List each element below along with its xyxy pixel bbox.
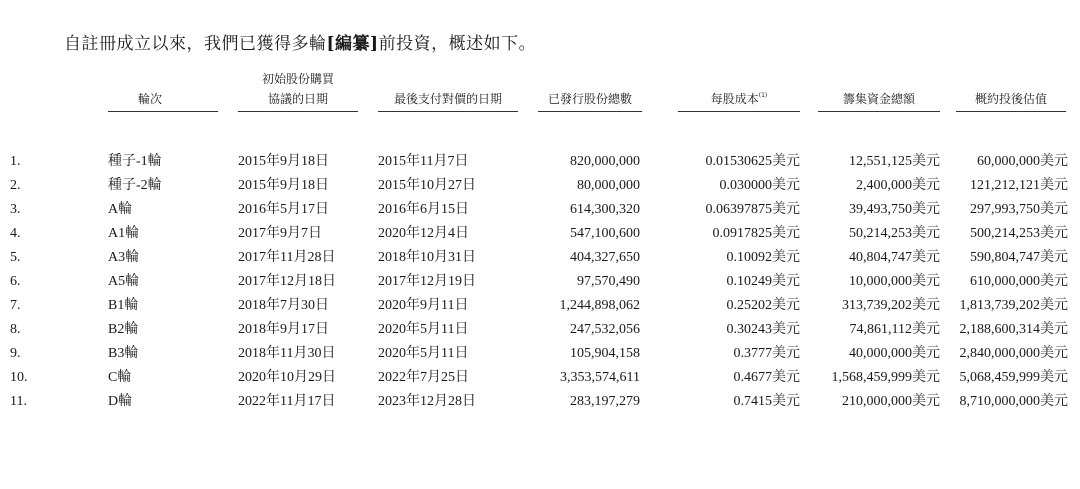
- investment-rounds-table: [0, 58, 1080, 414]
- cell-agreement-date: 2017年9月7日: [238, 226, 322, 241]
- header-shares: [518, 58, 650, 116]
- cell-shares-issued: 614,300,320: [570, 202, 640, 217]
- cell-post-money-valuation: 2,840,000,000美元: [959, 346, 1068, 361]
- cell-payment-date: 2020年5月11日: [378, 346, 469, 361]
- cell-agreement-date: 2022年11月17日: [238, 394, 336, 409]
- table-row: [0, 294, 1080, 318]
- cell-payment-date: 2020年9月11日: [378, 298, 469, 313]
- cell-shares-issued: 820,000,000: [570, 154, 640, 169]
- cell-row-number: 8.: [10, 322, 21, 337]
- cell-cost-per-share: 0.3777美元: [733, 346, 800, 361]
- cell-shares-issued: 547,100,600: [570, 226, 640, 241]
- cell-cost-per-share: 0.10092美元: [726, 250, 800, 265]
- cell-round-name: A3輪: [108, 250, 140, 265]
- cell-total-raised: 10,000,000美元: [849, 274, 940, 289]
- cell-post-money-valuation: 5,068,459,999美元: [959, 370, 1068, 385]
- cell-total-raised: 210,000,000美元: [842, 394, 940, 409]
- header-cost-text: 每股成本: [710, 92, 759, 106]
- cell-round-name: 種子-1輪: [108, 154, 162, 169]
- cell-round-name: B1輪: [108, 298, 139, 313]
- table-row: [0, 150, 1080, 174]
- header-payment-date-label: 最後支付對價的日期: [378, 89, 518, 112]
- cell-shares-issued: 247,532,056: [570, 322, 640, 337]
- cell-cost-per-share: 0.10249美元: [726, 274, 800, 289]
- cell-shares-issued: 105,904,158: [570, 346, 640, 361]
- cell-post-money-valuation: 1,813,739,202美元: [959, 298, 1068, 313]
- cell-cost-per-share: 0.4677美元: [733, 370, 800, 385]
- cell-post-money-valuation: 610,000,000美元: [970, 274, 1068, 289]
- cell-agreement-date: 2017年11月28日: [238, 250, 336, 265]
- intro-text-after: 前投資，概述如下。: [378, 34, 537, 54]
- cell-payment-date: 2018年10月31日: [378, 250, 476, 265]
- cell-total-raised: 1,568,459,999美元: [831, 370, 940, 385]
- header-cost-per-share-label: [678, 86, 800, 112]
- cell-agreement-date: 2015年9月18日: [238, 178, 329, 193]
- header-valuation: [940, 58, 1080, 116]
- cell-post-money-valuation: 60,000,000美元: [977, 154, 1068, 169]
- header-round: [108, 58, 238, 116]
- cell-row-number: 10.: [10, 370, 28, 385]
- cell-row-number: 2.: [10, 178, 21, 193]
- cell-row-number: 1.: [10, 154, 21, 169]
- cell-round-name: A1輪: [108, 226, 140, 241]
- footnote-marker: (1): [758, 92, 768, 99]
- cell-payment-date: 2015年11月7日: [378, 154, 469, 169]
- header-cost-per-share: [650, 58, 800, 116]
- table-row: [0, 318, 1080, 342]
- cell-post-money-valuation: 121,212,121美元: [970, 178, 1068, 193]
- cell-cost-per-share: 0.01530625美元: [705, 154, 800, 169]
- table-row: [0, 174, 1080, 198]
- cell-cost-per-share: 0.7415美元: [733, 394, 800, 409]
- header-agreement-date: [238, 58, 378, 116]
- cell-row-number: 6.: [10, 274, 21, 289]
- header-agreement-date-line1: 初始股份購買: [261, 72, 334, 86]
- table-row: [0, 198, 1080, 222]
- cell-total-raised: 74,861,112美元: [849, 322, 940, 337]
- cell-total-raised: 39,493,750美元: [849, 202, 940, 217]
- header-agreement-date-label: [238, 69, 358, 112]
- cell-post-money-valuation: 590,804,747美元: [970, 250, 1068, 265]
- table-row: [0, 246, 1080, 270]
- cell-total-raised: 313,739,202美元: [842, 298, 940, 313]
- cell-row-number: 9.: [10, 346, 21, 361]
- cell-shares-issued: 3,353,574,611: [560, 370, 640, 385]
- cell-cost-per-share: 0.06397875美元: [705, 202, 800, 217]
- cell-cost-per-share: 0.30243美元: [726, 322, 800, 337]
- cell-cost-per-share: 0.25202美元: [726, 298, 800, 313]
- cell-round-name: A輪: [108, 202, 133, 217]
- intro-paragraph: [64, 29, 536, 54]
- cell-agreement-date: 2018年9月17日: [238, 322, 329, 337]
- cell-shares-issued: 404,327,650: [570, 250, 640, 265]
- cell-post-money-valuation: 2,188,600,314美元: [959, 322, 1068, 337]
- cell-shares-issued: 97,570,490: [577, 274, 640, 289]
- header-round-label: 輪次: [108, 89, 218, 112]
- cell-agreement-date: 2017年12月18日: [238, 274, 336, 289]
- table-row: [0, 366, 1080, 390]
- cell-shares-issued: 1,244,898,062: [559, 298, 640, 313]
- cell-shares-issued: 283,197,279: [570, 394, 640, 409]
- cell-payment-date: 2022年7月25日: [378, 370, 469, 385]
- cell-total-raised: 2,400,000美元: [856, 178, 940, 193]
- cell-round-name: D輪: [108, 394, 133, 409]
- cell-agreement-date: 2018年11月30日: [238, 346, 336, 361]
- cell-round-name: A5輪: [108, 274, 140, 289]
- intro-redacted-marker: [編纂]: [326, 34, 379, 54]
- cell-total-raised: 40,804,747美元: [849, 250, 940, 265]
- header-total-raised-label: 籌集資金總額: [818, 89, 940, 112]
- cell-total-raised: 50,214,253美元: [849, 226, 940, 241]
- cell-payment-date: 2020年5月11日: [378, 322, 469, 337]
- cell-row-number: 3.: [10, 202, 21, 217]
- table-row: [0, 222, 1080, 246]
- header-shares-label: 已發行股份總數: [538, 89, 642, 112]
- cell-shares-issued: 80,000,000: [577, 178, 640, 193]
- header-payment-date: [378, 58, 518, 116]
- cell-payment-date: 2017年12月19日: [378, 274, 476, 289]
- cell-payment-date: 2015年10月27日: [378, 178, 476, 193]
- table-header-row: [0, 58, 1080, 116]
- table-row: [0, 390, 1080, 414]
- cell-row-number: 5.: [10, 250, 21, 265]
- cell-round-name: B2輪: [108, 322, 139, 337]
- intro-text-before: 自註冊成立以來，我們已獲得多輪: [64, 34, 327, 54]
- cell-total-raised: 12,551,125美元: [849, 154, 940, 169]
- header-total-raised: [800, 58, 940, 116]
- header-valuation-label: 概約投後估值: [956, 89, 1066, 112]
- cell-post-money-valuation: 500,214,253美元: [970, 226, 1068, 241]
- cell-row-number: 4.: [10, 226, 21, 241]
- cell-row-number: 11.: [10, 394, 27, 409]
- cell-agreement-date: 2020年10月29日: [238, 370, 336, 385]
- header-agreement-date-line2: 協議的日期: [267, 92, 328, 106]
- cell-post-money-valuation: 8,710,000,000美元: [959, 394, 1068, 409]
- cell-row-number: 7.: [10, 298, 21, 313]
- cell-payment-date: 2016年6月15日: [378, 202, 469, 217]
- cell-agreement-date: 2016年5月17日: [238, 202, 329, 217]
- table-row: [0, 342, 1080, 366]
- header-number: [0, 58, 108, 116]
- cell-cost-per-share: 0.030000美元: [719, 178, 800, 193]
- cell-round-name: B3輪: [108, 346, 139, 361]
- cell-payment-date: 2020年12月4日: [378, 226, 469, 241]
- cell-total-raised: 40,000,000美元: [849, 346, 940, 361]
- cell-payment-date: 2023年12月28日: [378, 394, 476, 409]
- cell-agreement-date: 2015年9月18日: [238, 154, 329, 169]
- cell-cost-per-share: 0.0917825美元: [712, 226, 800, 241]
- table-row: [0, 270, 1080, 294]
- cell-agreement-date: 2018年7月30日: [238, 298, 329, 313]
- cell-round-name: C輪: [108, 370, 132, 385]
- cell-round-name: 種子-2輪: [108, 178, 162, 193]
- cell-post-money-valuation: 297,993,750美元: [970, 202, 1068, 217]
